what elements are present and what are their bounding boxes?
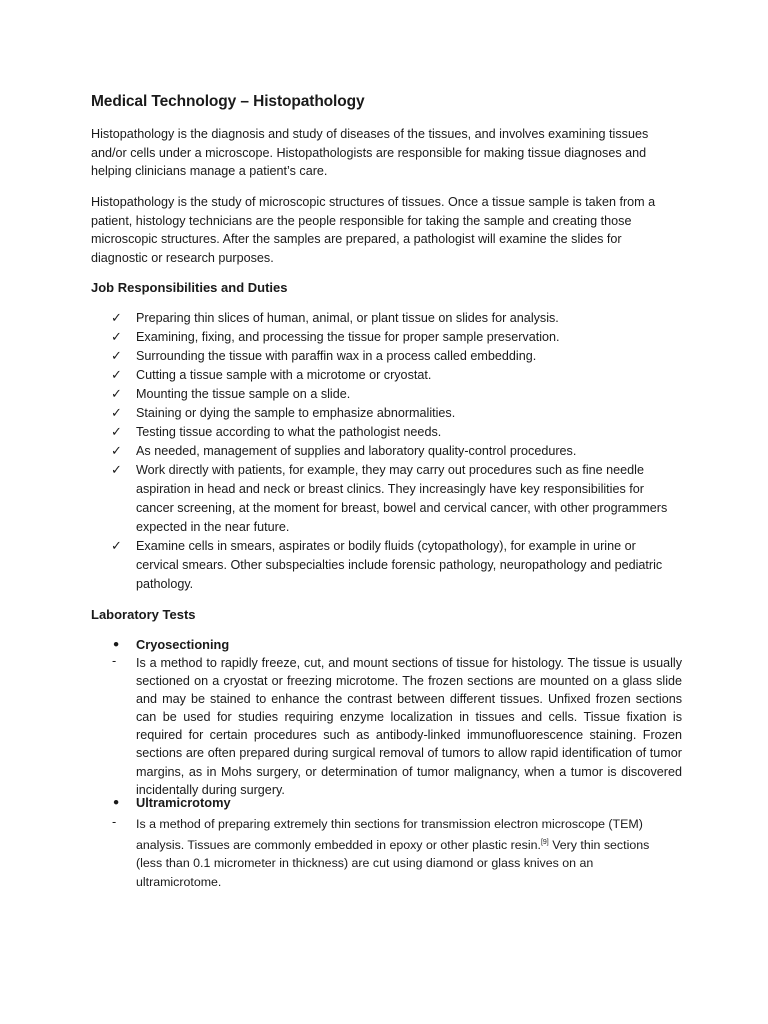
list-item-text: Mounting the tissue sample on a slide. bbox=[136, 387, 351, 401]
intro-paragraph-1: Histopathology is the diagnosis and study of diseases of the tissues, and involves examining tissues and/or cells under a microscope. Histopathologists are responsible for making tissue diagnoses and helping clinicians manage a patient’s care. bbox=[91, 127, 649, 179]
list-item-text: Examining, fixing, and processing the tissue for proper sample preservation. bbox=[136, 330, 560, 344]
list-item bbox=[91, 404, 681, 423]
check-mark-icon: ✓ bbox=[111, 311, 122, 326]
list-item-text: As needed, management of supplies and laboratory quality-control procedures. bbox=[136, 444, 577, 458]
test-heading-cryosectioning bbox=[112, 637, 229, 653]
citation-link[interactable]: [9] bbox=[540, 838, 549, 846]
lab-tests-heading: Laboratory Tests bbox=[91, 607, 196, 622]
check-mark-icon: ✓ bbox=[111, 349, 122, 364]
check-mark-icon: ✓ bbox=[111, 330, 122, 345]
test-name: Ultramicrotomy bbox=[136, 795, 231, 810]
dash-icon: - bbox=[112, 654, 117, 668]
bullet-icon: • bbox=[112, 638, 121, 653]
list-item bbox=[91, 461, 681, 537]
check-mark-icon: ✓ bbox=[111, 368, 122, 383]
document-title: Medical Technology – Histopathology bbox=[91, 93, 365, 110]
check-mark-icon: ✓ bbox=[111, 406, 122, 421]
list-item bbox=[91, 442, 681, 461]
list-item bbox=[91, 328, 681, 347]
dash-icon: - bbox=[112, 815, 117, 829]
list-item-text: Examine cells in smears, aspirates or bodily fluids (cytopathology), for example in urine or cervical smears. Other subspecialties include forensic pathology, neuropathology and pediatric pathology. bbox=[136, 539, 663, 591]
list-item bbox=[91, 385, 681, 404]
responsibilities-heading: Job Responsibilities and Duties bbox=[91, 280, 288, 295]
check-mark-icon: ✓ bbox=[111, 444, 122, 459]
test-description-cryosectioning bbox=[112, 654, 682, 799]
check-mark-icon: ✓ bbox=[111, 425, 122, 440]
test-description-part-1: Is a method of preparing extremely thin sections for transmission electron microscope (TEM) analysis. Tissues are commonly embedded in epoxy or other plastic resin. bbox=[136, 817, 643, 852]
check-mark-icon: ✓ bbox=[111, 463, 122, 478]
list-item bbox=[91, 366, 681, 385]
list-item-text: Cutting a tissue sample with a microtome or cryostat. bbox=[136, 368, 432, 382]
intro-paragraph-2: Histopathology is the study of microscopic structures of tissues. Once a tissue sample is taken from a patient, histology technicians are the people responsible for taking the sample and creating those microscopic structures. After the samples are prepared, a pathologist will examine the slides for diagnostic or research purposes. bbox=[91, 195, 656, 266]
test-description: Is a method to rapidly freeze, cut, and mount sections of tissue for histology. The tissue is usually sectioned on a cryostat or freezing microtome. The frozen sections are mounted on a glass slide and may be stained to enhance the contrast between different tissues. Unfixed frozen sections can be used for studies requiring enzyme localization in tissues and cells. Tissue fixation is required for certain procedures such as antibody-linked immunofluorescence staining. Frozen sections are often prepared during surgical removal of tumors to allow rapid identification of tumor margins, as in Mohs surgery, or determination of tumor malignancy, when a tumor is discovered incidentally during surgery. bbox=[136, 656, 682, 797]
test-description-ultramicrotomy bbox=[112, 815, 672, 891]
bullet-icon: • bbox=[112, 796, 121, 811]
responsibilities-list bbox=[91, 309, 681, 594]
list-item-text: Preparing thin slices of human, animal, or plant tissue on slides for analysis. bbox=[136, 311, 559, 325]
list-item-text: Testing tissue according to what the pathologist needs. bbox=[136, 425, 442, 439]
list-item bbox=[91, 347, 681, 366]
list-item bbox=[91, 309, 681, 328]
list-item-text: Surrounding the tissue with paraffin wax in a process called embedding. bbox=[136, 349, 537, 363]
test-name: Cryosectioning bbox=[136, 637, 230, 652]
test-description-part-2: Very thin sections (less than 0.1 micrometer in thickness) are cut using diamond or glass knives on an ultramicrotome. bbox=[136, 837, 650, 889]
check-mark-icon: ✓ bbox=[111, 539, 122, 554]
list-item bbox=[91, 423, 681, 442]
list-item-text: Staining or dying the sample to emphasize abnormalities. bbox=[136, 406, 456, 420]
list-item bbox=[91, 537, 681, 594]
test-heading-ultramicrotomy bbox=[112, 795, 231, 811]
test-description bbox=[136, 815, 672, 891]
list-item-text: Work directly with patients, for example, they may carry out procedures such as fine needle aspiration in head and neck or breast clinics. They increasingly have key responsibilities for cancer screening, at the moment for breast, bowel and cervical cancer, with other programmers expected in the near future. bbox=[136, 463, 668, 534]
check-mark-icon: ✓ bbox=[111, 387, 122, 402]
